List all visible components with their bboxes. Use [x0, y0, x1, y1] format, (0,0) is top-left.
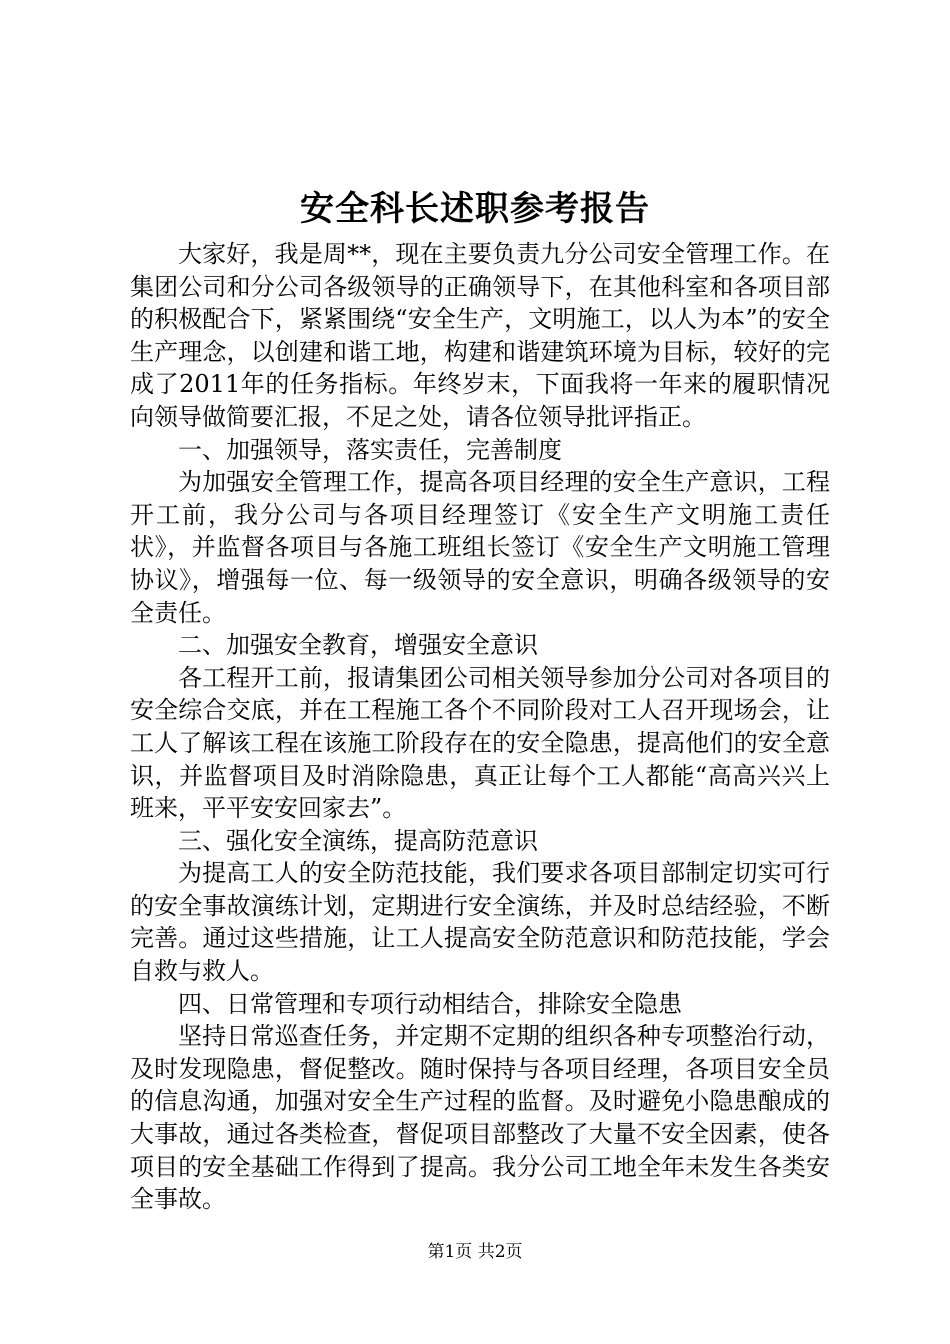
section-paragraph-1: 为加强安全管理工作，提高各项目经理的安全生产意识，工程开工前，我分公司与各项目经理签订《安全生产文明施工责任状》，并监督各项目与各施工班组长签订《安全生产文明施工管理协议》，增强每一位、每一级领导的安全意识，明确各级领导的安全责任。 [130, 468, 830, 627]
section-heading-1: 一、加强领导，落实责任，完善制度 [178, 435, 562, 464]
section-paragraph-3: 为提高工人的安全防范技能，我们要求各项目部制定切实可行的安全事故演练计划，定期进行安全演练，并及时总结经验，不断完善。通过这些措施，让工人提高安全防范意识和防范技能，学会自救与救人。 [130, 859, 830, 986]
page-footer: 第1页 共2页 [427, 1242, 523, 1262]
document-body [130, 238, 830, 1216]
section-heading-4: 四、日常管理和专项行动相结合，排除安全隐患 [178, 989, 682, 1018]
section-paragraph-4: 坚持日常巡查任务，并定期不定期的组织各种专项整治行动，及时发现隐患，督促整改。随时保持与各项目经理，各项目安全员的信息沟通，加强对安全生产过程的监督。及时避免小隐患酿成的大事故，通过各类检查，督促项目部整改了大量不安全因素，使各项目的安全基础工作得到了提高。我分公司工地全年未发生各类安全事故。 [130, 1022, 830, 1214]
section-heading-3: 三、强化安全演练，提高防范意识 [178, 826, 538, 855]
document-title: 安全科长述职参考报告 [300, 189, 650, 229]
section-paragraph-2: 各工程开工前，报请集团公司相关领导参加分公司对各项目的安全综合交底，并在工程施工各个不同阶段对工人召开现场会，让工人了解该工程在该施工阶段存在的安全隐患，提高他们的安全意识，并监督项目及时消除隐患，真正让每个工人都能“高高兴兴上班来，平平安安回家去”。 [130, 663, 830, 823]
section-heading-2: 二、加强安全教育，增强安全意识 [178, 631, 538, 660]
intro-paragraph: 大家好，我是周**，现在主要负责九分公司安全管理工作。在集团公司和分公司各级领导的正确领导下，在其他科室和各项目部的积极配合下，紧紧围绕“安全生产，文明施工，以人为本”的安全生产理念，以创建和谐工地，构建和谐建筑环境为目标，较好的完成了2011年的任务指标。年终岁末，下面我将一年来的履职情况向领导做简要汇报，不足之处，请各位领导批评指正。 [130, 240, 830, 431]
